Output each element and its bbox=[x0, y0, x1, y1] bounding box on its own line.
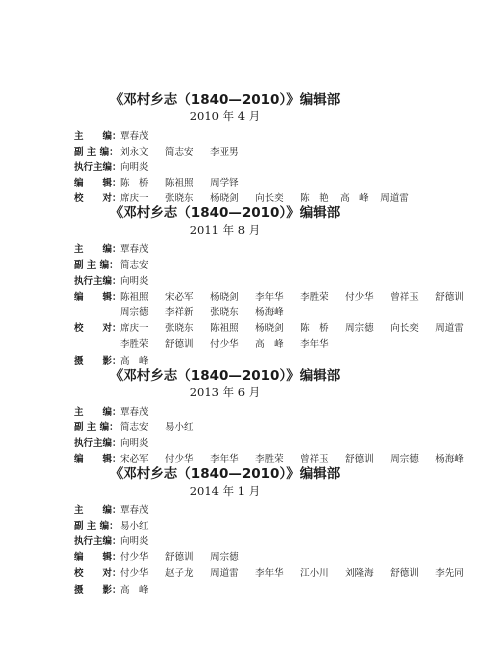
person-name: 席庆一 bbox=[120, 323, 149, 334]
name-list bbox=[120, 306, 445, 320]
role-label: 摄 影： bbox=[74, 356, 122, 367]
role-label: 副 主 编： bbox=[74, 260, 119, 271]
person-name: 陈祖照 bbox=[210, 323, 239, 334]
person-name: 杨海峰 bbox=[435, 454, 464, 465]
section-date: 2014 年 1 月 bbox=[189, 484, 261, 498]
role-label: 执行主编： bbox=[74, 162, 122, 173]
section-title: 《邓村乡志（1840—2010）》编辑部 bbox=[109, 368, 341, 384]
person-name: 张晓东 bbox=[165, 323, 194, 334]
person-name: 陈 桥 bbox=[300, 323, 329, 334]
person-name: 张晓东 bbox=[165, 193, 194, 204]
role-label: 执行主编： bbox=[74, 536, 122, 547]
role-row-executive-editor bbox=[74, 161, 444, 175]
role-row-editors bbox=[74, 551, 444, 565]
person-name: 陈祖照 bbox=[120, 292, 149, 303]
role-label: 副 主 编： bbox=[74, 147, 119, 158]
role-label: 副 主 编： bbox=[74, 521, 119, 532]
name-list bbox=[120, 406, 445, 420]
person-name: 李祥新 bbox=[165, 307, 194, 318]
person-name: 舒德训 bbox=[390, 568, 419, 579]
person-name: 陈 桥 bbox=[120, 178, 149, 189]
person-name: 简志安 bbox=[120, 422, 149, 433]
person-name: 杨海峰 bbox=[255, 307, 284, 318]
person-name: 陈 艳 bbox=[300, 193, 329, 204]
role-row-chief-editor bbox=[74, 243, 444, 257]
role-row-photography bbox=[74, 355, 444, 369]
person-name: 李年华 bbox=[210, 454, 239, 465]
person-name: 杨晓剑 bbox=[210, 193, 239, 204]
name-list bbox=[120, 520, 445, 534]
name-list bbox=[120, 192, 445, 206]
person-name: 向长奕 bbox=[255, 193, 284, 204]
person-name: 易小红 bbox=[165, 422, 194, 433]
role-label: 主 编： bbox=[74, 505, 122, 516]
person-name: 向明炎 bbox=[120, 438, 149, 449]
person-name: 赵子龙 bbox=[165, 568, 194, 579]
name-list bbox=[120, 504, 445, 518]
person-name: 李胜荣 bbox=[120, 339, 149, 350]
person-name: 舒德训 bbox=[435, 292, 464, 303]
person-name: 周道雷 bbox=[435, 323, 464, 334]
person-name: 高 峰 bbox=[120, 585, 149, 596]
person-name: 向长奕 bbox=[390, 323, 419, 334]
role-label: 校 对： bbox=[74, 323, 122, 334]
person-name: 李年华 bbox=[300, 339, 329, 350]
person-name: 杨晓剑 bbox=[210, 292, 239, 303]
role-label: 主 编： bbox=[74, 131, 122, 142]
person-name: 周道雷 bbox=[380, 193, 409, 204]
person-name: 周道雷 bbox=[210, 568, 239, 579]
role-row-proofreaders bbox=[74, 567, 464, 581]
role-label: 校 对： bbox=[74, 193, 122, 204]
role-label: 副 主 编： bbox=[74, 422, 119, 433]
role-row-photography bbox=[74, 584, 444, 598]
person-name: 覃春茂 bbox=[120, 244, 149, 255]
person-name: 曾祥玉 bbox=[300, 454, 329, 465]
role-row-proofreaders bbox=[74, 192, 444, 206]
role-row-chief-editor bbox=[74, 130, 444, 144]
person-name: 刘隆海 bbox=[345, 568, 374, 579]
role-label: 执行主编： bbox=[74, 276, 122, 287]
section-date: 2011 年 8 月 bbox=[189, 223, 261, 237]
role-row-chief-editor bbox=[74, 504, 444, 518]
name-list bbox=[120, 243, 445, 257]
name-list bbox=[120, 291, 464, 305]
role-row-proofreaders-continued bbox=[74, 338, 444, 352]
role-row-proofreaders bbox=[74, 322, 464, 336]
person-name: 付少华 bbox=[345, 292, 374, 303]
person-name: 易小红 bbox=[120, 521, 149, 532]
name-list bbox=[120, 584, 445, 598]
person-name: 付少华 bbox=[120, 552, 149, 563]
person-name: 覃春茂 bbox=[120, 505, 149, 516]
role-label: 主 编： bbox=[74, 244, 122, 255]
role-row-deputy-editor bbox=[74, 520, 444, 534]
person-name: 周学铎 bbox=[210, 178, 239, 189]
person-name: 周宗德 bbox=[120, 307, 149, 318]
role-label: 校 对： bbox=[74, 568, 122, 579]
person-name: 江小川 bbox=[300, 568, 329, 579]
person-name: 李胜荣 bbox=[300, 292, 329, 303]
section-date: 2013 年 6 月 bbox=[189, 385, 261, 399]
name-list bbox=[120, 322, 464, 336]
role-row-chief-editor bbox=[74, 406, 444, 420]
role-label: 编 辑： bbox=[74, 552, 122, 563]
role-label: 编 辑： bbox=[74, 178, 122, 189]
role-row-deputy-editor bbox=[74, 259, 444, 273]
person-name: 席庆一 bbox=[120, 193, 149, 204]
role-row-editors bbox=[74, 177, 444, 191]
name-list bbox=[120, 453, 464, 467]
role-row-editors bbox=[74, 291, 464, 305]
person-name: 宋必军 bbox=[120, 454, 149, 465]
role-label: 执行主编： bbox=[74, 438, 122, 449]
person-name: 周宗德 bbox=[210, 552, 239, 563]
person-name: 简志安 bbox=[165, 147, 194, 158]
person-name: 刘永文 bbox=[120, 147, 149, 158]
person-name: 高 峰 bbox=[120, 356, 149, 367]
person-name: 简志安 bbox=[120, 260, 149, 271]
name-list bbox=[120, 535, 445, 549]
person-name: 李先同 bbox=[435, 568, 464, 579]
section-title: 《邓村乡志（1840—2010）》编辑部 bbox=[109, 466, 341, 482]
role-row-executive-editor bbox=[74, 437, 444, 451]
name-list bbox=[120, 177, 445, 191]
person-name: 覃春茂 bbox=[120, 407, 149, 418]
person-name: 高 峰 bbox=[255, 339, 284, 350]
name-list bbox=[120, 551, 445, 565]
role-label: 编 辑： bbox=[74, 292, 122, 303]
name-list bbox=[120, 259, 445, 273]
person-name: 周宗德 bbox=[390, 454, 419, 465]
person-name: 李亚男 bbox=[210, 147, 239, 158]
person-name: 李年华 bbox=[255, 292, 284, 303]
name-list bbox=[120, 567, 464, 581]
person-name: 李年华 bbox=[255, 568, 284, 579]
name-list bbox=[120, 130, 445, 144]
person-name: 舒德训 bbox=[165, 339, 194, 350]
person-name: 杨晓剑 bbox=[255, 323, 284, 334]
person-name: 向明炎 bbox=[120, 162, 149, 173]
person-name: 舒德训 bbox=[345, 454, 374, 465]
name-list bbox=[120, 146, 445, 160]
name-list bbox=[120, 437, 445, 451]
person-name: 宋必军 bbox=[165, 292, 194, 303]
role-row-editors-continued bbox=[74, 306, 444, 320]
role-label: 摄 影： bbox=[74, 585, 122, 596]
role-row-executive-editor bbox=[74, 275, 444, 289]
section-date: 2010 年 4 月 bbox=[189, 109, 261, 123]
person-name: 曾祥玉 bbox=[390, 292, 419, 303]
person-name: 李胜荣 bbox=[255, 454, 284, 465]
name-list bbox=[120, 355, 445, 369]
role-row-deputy-editor bbox=[74, 421, 444, 435]
person-name: 付少华 bbox=[120, 568, 149, 579]
person-name: 张晓东 bbox=[210, 307, 239, 318]
section-title: 《邓村乡志（1840—2010）》编辑部 bbox=[109, 205, 341, 221]
person-name: 陈祖照 bbox=[165, 178, 194, 189]
person-name: 付少华 bbox=[210, 339, 239, 350]
name-list bbox=[120, 338, 445, 352]
role-row-deputy-editor bbox=[74, 146, 444, 160]
section-title: 《邓村乡志（1840—2010）》编辑部 bbox=[109, 92, 341, 108]
name-list bbox=[120, 161, 445, 175]
person-name: 向明炎 bbox=[120, 276, 149, 287]
role-row-executive-editor bbox=[74, 535, 444, 549]
role-row-editors bbox=[74, 453, 464, 467]
role-label: 主 编： bbox=[74, 407, 122, 418]
person-name: 向明炎 bbox=[120, 536, 149, 547]
name-list bbox=[120, 421, 445, 435]
person-name: 舒德训 bbox=[165, 552, 194, 563]
name-list bbox=[120, 275, 445, 289]
person-name: 覃春茂 bbox=[120, 131, 149, 142]
role-label: 编 辑： bbox=[74, 454, 122, 465]
person-name: 高 峰 bbox=[340, 193, 369, 204]
person-name: 周宗德 bbox=[345, 323, 374, 334]
person-name: 付少华 bbox=[165, 454, 194, 465]
